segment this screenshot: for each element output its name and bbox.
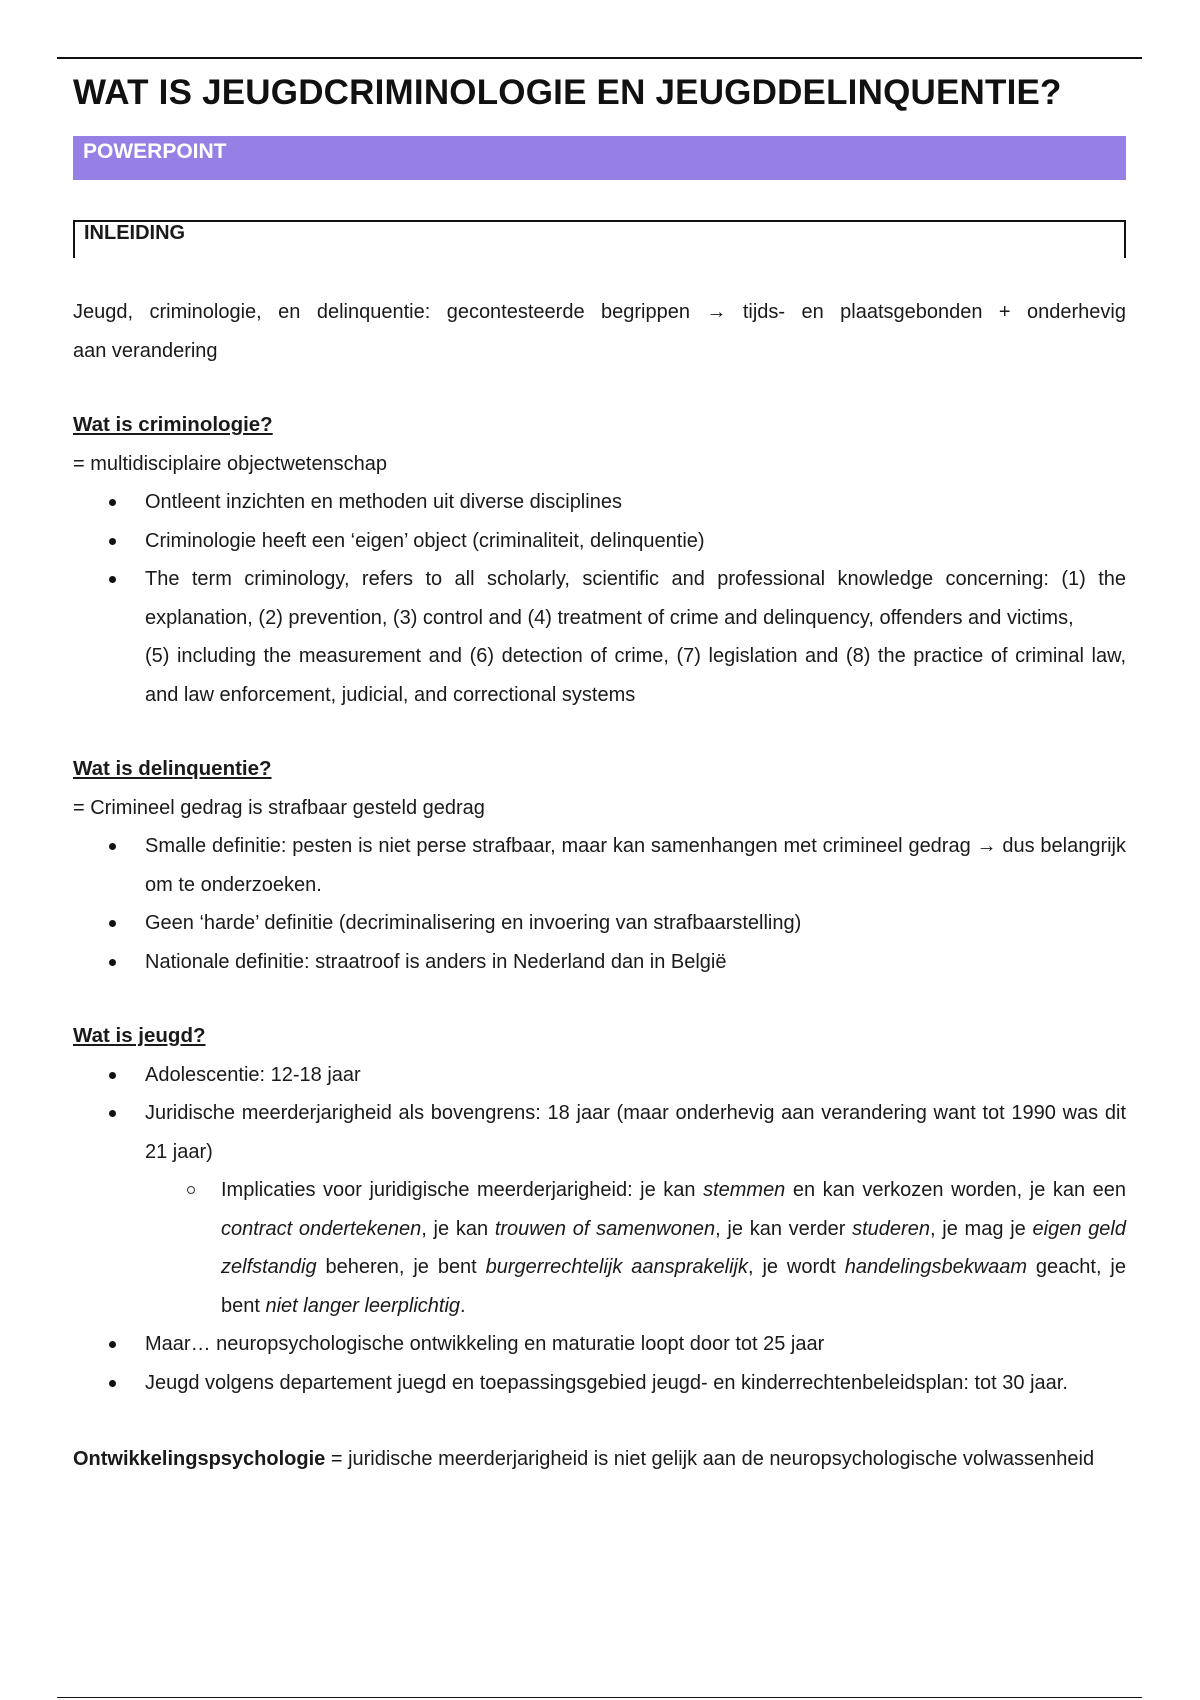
text: geacht, je bent xyxy=(221,1256,1126,1317)
list-item xyxy=(145,1094,1126,1325)
list-item: Adolescentie: 12-18 jaar xyxy=(145,1056,1126,1095)
text: beheren, je bent xyxy=(316,1256,486,1278)
meerderjarigheid-text: Juridische meerderjarigheid als bovengrens: 18 jaar (maar onderhevig aan verandering want tot 1990 was dit 21 jaar) xyxy=(145,1102,1126,1163)
heading-jeugd: Wat is jeugd? xyxy=(73,1024,206,1047)
jeugd-list xyxy=(73,1056,1126,1403)
heading-criminologie: Wat is criminologie? xyxy=(73,413,273,436)
ontwikkelingspsychologie-paragraph xyxy=(73,1440,1126,1479)
criminology-definition-en: The term criminology, refers to all scholarly, scientific and professional knowledge concerning: (1) the explanation, (2) prevention, (3) control and (4) treatment of crime and delinquency, offenders and victims, xyxy=(145,568,1126,629)
text: , je kan verder xyxy=(715,1217,853,1240)
text: , je kan xyxy=(421,1217,495,1240)
implicaties-sublist xyxy=(145,1171,1126,1325)
emphasis: niet langer leerplichtig xyxy=(265,1294,461,1317)
list-item: Nationale definitie: straatroof is anders in Nederland dan in België xyxy=(145,943,1126,982)
delinquentie-list xyxy=(73,827,1126,981)
criminologie-definition: = multidisciplaire objectwetenschap xyxy=(73,452,388,475)
emphasis: stemmen xyxy=(703,1179,786,1201)
list-item xyxy=(145,560,1126,714)
text: en kan verkozen worden, je kan een xyxy=(785,1179,1127,1201)
list-item: Geen ‘harde’ definitie (decriminalisering en invoering van strafbaarstelling) xyxy=(145,904,1126,943)
emphasis: studeren xyxy=(852,1217,930,1240)
heading-delinquentie: Wat is delinquentie? xyxy=(73,757,272,780)
intro-line-2: aan verandering xyxy=(73,339,218,362)
list-item: Jeugd volgens departement juegd en toepassingsgebied jeugd- en kinderrechtenbeleidsplan: tot 30 jaar. xyxy=(145,1364,1126,1403)
emphasis: handelingsbekwaam xyxy=(844,1256,1028,1278)
list-item: Smalle definitie: pesten is niet perse strafbaar, maar kan samenhangen met crimineel gedrag → dus belangrijk om te onderzoeken. xyxy=(145,827,1126,904)
intro-line-1: Jeugd, criminologie, en delinquentie: gecontesteerde begrippen → tijds- en plaatsgebonden + onderhevig xyxy=(73,301,1126,323)
list-item: Ontleent inzichten en methoden uit diverse disciplines xyxy=(145,483,1126,522)
list-item: Maar… neuropsychologische ontwikkeling en maturatie loopt door tot 25 jaar xyxy=(145,1325,1126,1364)
powerpoint-banner: POWERPOINT xyxy=(73,136,1126,180)
definition-text: = juridische meerderjarigheid is niet gelijk aan de neuropsychologische volwassenheid xyxy=(325,1448,1095,1470)
document-body xyxy=(73,70,1126,1479)
emphasis: burgerrechtelijk aansprakelijk xyxy=(485,1256,748,1278)
emphasis: eigen geld zelfstandig xyxy=(221,1217,1127,1278)
text: , je wordt xyxy=(748,1256,845,1278)
emphasis: trouwen of samenwonen xyxy=(494,1217,716,1240)
bottom-rule xyxy=(57,1697,1142,1698)
criminology-definition-en-cont: (5) including the measurement and (6) detection of crime, (7) legislation and (8) the practice of criminal law, and law enforcement, judicial, and correctional systems xyxy=(145,645,1126,706)
intro-paragraph xyxy=(73,293,1126,370)
section-heading-inleiding: INLEIDING xyxy=(73,220,1126,258)
sub-list-item xyxy=(221,1171,1126,1325)
criminologie-list xyxy=(73,483,1126,714)
delinquentie-definition: = Crimineel gedrag is strafbaar gesteld gedrag xyxy=(73,796,485,819)
text: , je mag je xyxy=(929,1217,1033,1240)
text: Implicaties voor juridigische meerderjarigheid: je kan xyxy=(221,1179,704,1201)
term: Ontwikkelingspsychologie xyxy=(73,1448,326,1470)
list-item: Criminologie heeft een ‘eigen’ object (criminaliteit, delinquentie) xyxy=(145,522,1126,561)
top-rule xyxy=(57,57,1142,59)
page-title: WAT IS JEUGDCRIMINOLOGIE EN JEUGDDELINQUENTIE? xyxy=(73,73,1062,112)
text: . xyxy=(460,1294,466,1317)
emphasis: contract ondertekenen xyxy=(221,1217,422,1240)
